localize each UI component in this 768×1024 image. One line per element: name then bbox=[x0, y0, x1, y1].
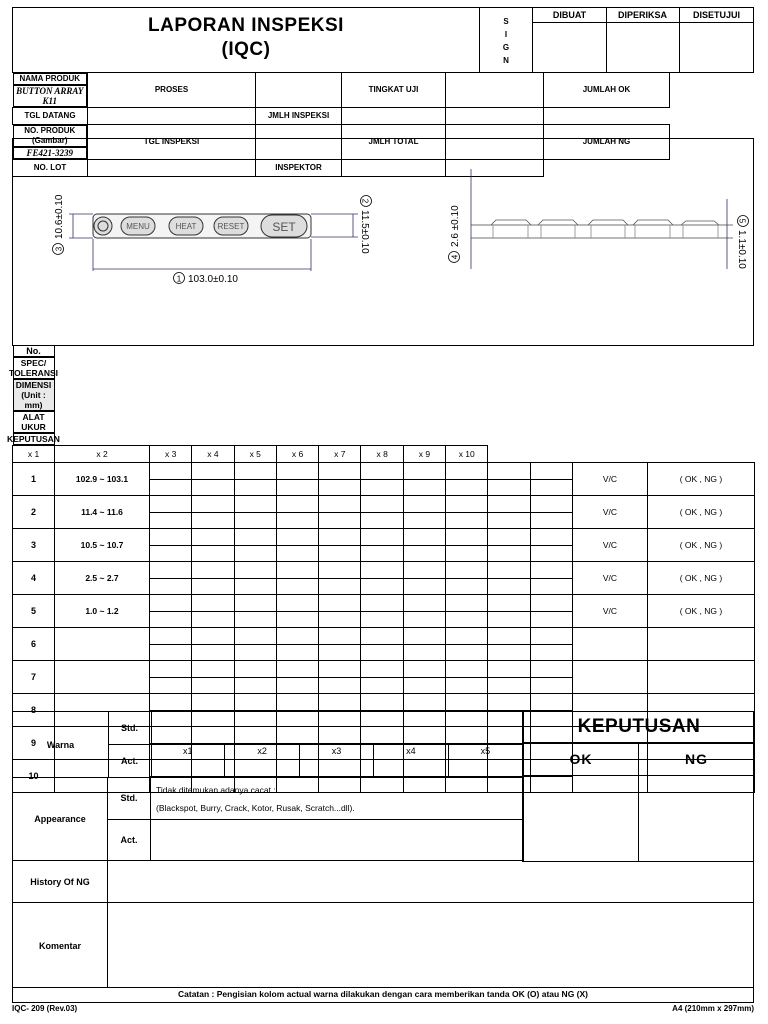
measure-cell[interactable] bbox=[192, 645, 234, 661]
row-spec: 1.0 ~ 1.2 bbox=[55, 595, 150, 628]
appearance-line1: Tidak ditemukan adanya cacat : bbox=[156, 785, 276, 795]
menu-label: MENU bbox=[126, 222, 150, 231]
measure-cell[interactable] bbox=[530, 661, 572, 678]
measure-cell[interactable] bbox=[530, 595, 572, 612]
table-row bbox=[13, 595, 755, 612]
row-keputusan[interactable]: ( OK , NG ) bbox=[647, 562, 754, 595]
table-row bbox=[13, 562, 755, 579]
table-row bbox=[13, 529, 755, 546]
measure-cell[interactable] bbox=[234, 496, 276, 513]
no-produk-value: FE421-3239 bbox=[13, 147, 88, 159]
dim4-text: 2.6 ±0.10 bbox=[450, 205, 461, 247]
measure-cell[interactable] bbox=[361, 595, 403, 612]
jumlah-ok-field[interactable] bbox=[446, 107, 544, 124]
measure-cell[interactable] bbox=[234, 661, 276, 678]
measure-cell[interactable] bbox=[530, 612, 572, 628]
dim5-text: 1.1±0.10 bbox=[736, 230, 747, 269]
row-spec bbox=[55, 661, 150, 694]
table-row bbox=[13, 463, 755, 480]
measure-cell[interactable] bbox=[361, 529, 403, 546]
appearance-line2: (Blackspot, Burry, Crack, Kotor, Rusak, Scratch...dll). bbox=[156, 803, 355, 813]
measure-cell[interactable] bbox=[403, 480, 445, 496]
measure-cell[interactable] bbox=[361, 579, 403, 595]
measure-cell[interactable] bbox=[234, 694, 276, 711]
measure-cell[interactable] bbox=[192, 612, 234, 628]
measure-cell[interactable] bbox=[150, 612, 192, 628]
measure-cell[interactable] bbox=[488, 480, 530, 496]
warna-x3-label: x3 bbox=[300, 744, 374, 759]
measure-cell[interactable] bbox=[192, 661, 234, 678]
measure-cell[interactable] bbox=[192, 480, 234, 496]
measure-cell[interactable] bbox=[530, 529, 572, 546]
measure-cell[interactable] bbox=[403, 546, 445, 562]
measure-cell[interactable] bbox=[234, 463, 276, 480]
table-row bbox=[13, 694, 755, 711]
measure-cell[interactable] bbox=[234, 645, 276, 661]
warna-act-label: Act. bbox=[108, 744, 152, 778]
ng-label: NG bbox=[639, 744, 754, 776]
measure-cell[interactable] bbox=[276, 463, 318, 480]
dim1-text: 103.0±0.10 bbox=[188, 274, 238, 285]
col-x4: x 4 bbox=[192, 446, 234, 463]
measure-cell[interactable] bbox=[446, 513, 488, 529]
measure-cell[interactable] bbox=[319, 628, 361, 645]
measure-cell[interactable] bbox=[530, 645, 572, 661]
row-no: 9 bbox=[13, 727, 55, 760]
side-view bbox=[471, 169, 733, 269]
form-code: IQC- 209 (Rev.03) bbox=[12, 1004, 78, 1013]
measure-cell[interactable] bbox=[488, 562, 530, 579]
measure-cell[interactable] bbox=[403, 562, 445, 579]
marker-1: 1 bbox=[176, 274, 182, 284]
measure-cell[interactable] bbox=[361, 463, 403, 480]
no-produk-label: NO. PRODUK (Gambar) bbox=[13, 125, 88, 147]
measure-cell[interactable] bbox=[319, 546, 361, 562]
komentar-label: Komentar bbox=[13, 903, 108, 988]
warna-x5-label: x5 bbox=[480, 746, 491, 756]
row-no: 4 bbox=[13, 562, 55, 595]
row-keputusan[interactable]: ( OK , NG ) bbox=[647, 595, 754, 628]
measure-cell[interactable] bbox=[192, 529, 234, 546]
measure-cell[interactable] bbox=[488, 628, 530, 645]
measure-cell[interactable] bbox=[403, 513, 445, 529]
row-alat bbox=[572, 628, 647, 661]
measure-cell[interactable] bbox=[446, 595, 488, 612]
appearance-std-field bbox=[151, 777, 522, 820]
measure-cell[interactable] bbox=[150, 546, 192, 562]
measure-cell[interactable] bbox=[192, 546, 234, 562]
measure-cell[interactable] bbox=[192, 562, 234, 579]
sign-letter: S bbox=[503, 17, 509, 26]
appearance-std-label: Std. bbox=[108, 777, 151, 820]
heat-label: HEAT bbox=[175, 222, 197, 231]
sign-letter: I bbox=[504, 30, 508, 39]
measure-cell[interactable] bbox=[150, 694, 192, 711]
col-x3: x 3 bbox=[150, 446, 192, 463]
jmlh-total-label: JMLH TOTAL bbox=[342, 124, 446, 159]
measure-cell[interactable] bbox=[530, 496, 572, 513]
measure-cell[interactable] bbox=[488, 513, 530, 529]
measure-cell[interactable] bbox=[488, 463, 530, 480]
tgl-inspeksi-label: TGL INSPEKSI bbox=[88, 124, 256, 159]
measure-cell[interactable] bbox=[234, 595, 276, 612]
measure-cell[interactable] bbox=[319, 496, 361, 513]
measure-cell[interactable] bbox=[361, 612, 403, 628]
measure-cell[interactable] bbox=[446, 496, 488, 513]
measure-cell[interactable] bbox=[361, 661, 403, 678]
warna-std-field[interactable] bbox=[151, 712, 522, 745]
appearance-act-label: Act. bbox=[108, 820, 151, 861]
measure-cell[interactable] bbox=[530, 579, 572, 595]
measure-cell[interactable] bbox=[150, 480, 192, 496]
jmlh-inspeksi-label: JMLH INSPEKSI bbox=[256, 107, 342, 124]
row-alat: V/C bbox=[572, 529, 647, 562]
measure-cell[interactable] bbox=[530, 678, 572, 694]
measure-cell[interactable] bbox=[319, 694, 361, 711]
measure-cell[interactable] bbox=[403, 694, 445, 711]
no-lot-label: NO. LOT bbox=[13, 159, 88, 176]
measure-cell[interactable] bbox=[530, 463, 572, 480]
approval-diperiksa-box[interactable] bbox=[606, 22, 680, 72]
row-spec: 11.4 ~ 11.6 bbox=[55, 496, 150, 529]
row-spec: 2.5 ~ 2.7 bbox=[55, 562, 150, 595]
measure-cell[interactable] bbox=[276, 562, 318, 579]
measure-cell[interactable] bbox=[446, 480, 488, 496]
jumlah-ng-label: JUMLAH NG bbox=[544, 124, 670, 159]
measure-cell[interactable] bbox=[530, 694, 572, 711]
warna-x4-label: x4 bbox=[374, 744, 448, 759]
keputusan-title: KEPUTUSAN bbox=[524, 712, 754, 744]
paper-size: A4 (210mm x 297mm) bbox=[672, 1004, 754, 1013]
measure-cell[interactable] bbox=[446, 612, 488, 628]
col-x1: x 1 bbox=[13, 446, 55, 463]
measure-cell[interactable] bbox=[192, 678, 234, 694]
header-block bbox=[12, 7, 754, 73]
report-title bbox=[13, 14, 479, 62]
sign-letter: N bbox=[503, 56, 509, 65]
measure-cell[interactable] bbox=[150, 628, 192, 645]
measure-cell[interactable] bbox=[150, 463, 192, 480]
measure-cell[interactable] bbox=[446, 562, 488, 579]
measure-cell[interactable] bbox=[361, 513, 403, 529]
measure-cell[interactable] bbox=[276, 480, 318, 496]
measure-cell[interactable] bbox=[319, 480, 361, 496]
catatan-note bbox=[12, 987, 754, 1003]
measure-cell[interactable] bbox=[319, 562, 361, 579]
measure-cell[interactable] bbox=[530, 628, 572, 645]
col-x8: x 8 bbox=[361, 446, 403, 463]
col-x5: x 5 bbox=[234, 446, 276, 463]
measure-cell[interactable] bbox=[488, 496, 530, 513]
row-no: 8 bbox=[13, 694, 55, 727]
row-keputusan[interactable]: ( OK , NG ) bbox=[647, 529, 754, 562]
measure-cell[interactable] bbox=[150, 513, 192, 529]
keputusan-block bbox=[522, 712, 754, 861]
measure-cell[interactable] bbox=[276, 645, 318, 661]
ok-label: OK bbox=[524, 744, 639, 776]
measure-cell[interactable] bbox=[403, 595, 445, 612]
measure-cell[interactable] bbox=[192, 595, 234, 612]
row-alat: V/C bbox=[572, 595, 647, 628]
measure-cell[interactable] bbox=[150, 529, 192, 546]
measure-cell[interactable] bbox=[446, 463, 488, 480]
jumlah-ok-label: JUMLAH OK bbox=[544, 73, 670, 108]
warna-x2-label: x2 bbox=[225, 744, 299, 759]
table-row bbox=[13, 661, 755, 678]
measure-cell[interactable] bbox=[319, 579, 361, 595]
col-x7: x 7 bbox=[319, 446, 361, 463]
col-x10: x 10 bbox=[446, 446, 488, 463]
measure-cell[interactable] bbox=[530, 513, 572, 529]
measure-cell[interactable] bbox=[446, 529, 488, 546]
drawing-area bbox=[12, 138, 754, 346]
warna-act-grid bbox=[151, 744, 522, 778]
warna-x1-field[interactable] bbox=[151, 760, 225, 777]
title-line2: (IQC) bbox=[221, 39, 271, 60]
row-keputusan[interactable]: ( OK , NG ) bbox=[647, 496, 754, 529]
measure-cell[interactable] bbox=[319, 595, 361, 612]
measure-cell[interactable] bbox=[276, 661, 318, 678]
row-spec: 102.9 ~ 103.1 bbox=[55, 463, 150, 496]
measure-cell[interactable] bbox=[403, 463, 445, 480]
col-x2: x 2 bbox=[55, 446, 150, 463]
marker-2: 2 bbox=[360, 198, 370, 204]
measure-cell[interactable] bbox=[488, 546, 530, 562]
measure-cell[interactable] bbox=[276, 529, 318, 546]
approval-disetujui-box[interactable] bbox=[679, 22, 754, 72]
measure-cell[interactable] bbox=[488, 595, 530, 612]
tingkat-uji-label: TINGKAT UJI bbox=[342, 73, 446, 108]
row-no: 10 bbox=[13, 760, 55, 793]
row-alat bbox=[572, 661, 647, 694]
measure-cell[interactable] bbox=[488, 661, 530, 678]
measure-cell[interactable] bbox=[234, 612, 276, 628]
row-no: 3 bbox=[13, 529, 55, 562]
measure-cell[interactable] bbox=[403, 628, 445, 645]
measure-cell[interactable] bbox=[276, 496, 318, 513]
measure-cell[interactable] bbox=[488, 579, 530, 595]
col-x6: x 6 bbox=[276, 446, 318, 463]
measure-cell[interactable] bbox=[150, 595, 192, 612]
measure-cell[interactable] bbox=[488, 529, 530, 546]
sign-column bbox=[479, 7, 533, 73]
warna-x3-field[interactable] bbox=[300, 760, 374, 777]
measure-cell[interactable] bbox=[276, 628, 318, 645]
measure-cell[interactable] bbox=[446, 628, 488, 645]
measure-cell[interactable] bbox=[276, 612, 318, 628]
measure-cell[interactable] bbox=[530, 480, 572, 496]
measure-cell[interactable] bbox=[276, 694, 318, 711]
measure-cell[interactable] bbox=[276, 579, 318, 595]
measure-cell[interactable] bbox=[192, 513, 234, 529]
measure-cell[interactable] bbox=[150, 579, 192, 595]
measure-cell[interactable] bbox=[530, 562, 572, 579]
measure-cell[interactable] bbox=[319, 513, 361, 529]
row-alat: V/C bbox=[572, 496, 647, 529]
ok-box[interactable] bbox=[524, 776, 639, 861]
measure-cell[interactable] bbox=[446, 678, 488, 694]
row-keputusan[interactable] bbox=[647, 661, 754, 694]
row-keputusan[interactable] bbox=[647, 628, 754, 661]
set-label: SET bbox=[272, 220, 296, 234]
measure-cell[interactable] bbox=[234, 678, 276, 694]
proses-field[interactable] bbox=[256, 73, 342, 108]
komentar-field[interactable] bbox=[108, 903, 754, 988]
warna-x1-label: x1 bbox=[151, 744, 225, 759]
warna-std-label: Std. bbox=[108, 712, 152, 745]
measure-cell[interactable] bbox=[276, 546, 318, 562]
measure-cell[interactable] bbox=[234, 480, 276, 496]
measure-cell[interactable] bbox=[150, 661, 192, 678]
dim3-text: 10.6±0.10 bbox=[54, 194, 65, 239]
nama-produk-value: BUTTON ARRAY K11 bbox=[13, 85, 88, 107]
catatan-text: Catatan : Pengisian kolom actual warna dilakukan dengan cara memberikan tanda OK (O) atau NG (X) bbox=[178, 989, 588, 999]
measure-cell[interactable] bbox=[150, 562, 192, 579]
table-row bbox=[13, 628, 755, 645]
warna-x2-field[interactable] bbox=[225, 760, 299, 777]
approval-diperiksa-label: DIPERIKSA bbox=[606, 8, 680, 23]
col-alat-ukur: ALAT UKUR bbox=[13, 411, 55, 433]
measure-cell[interactable] bbox=[276, 513, 318, 529]
warna-x5-field[interactable] bbox=[449, 760, 522, 777]
measure-cell[interactable] bbox=[192, 496, 234, 513]
history-label: History Of NG bbox=[13, 861, 108, 903]
measure-cell[interactable] bbox=[446, 579, 488, 595]
measure-cell[interactable] bbox=[276, 595, 318, 612]
row-no: 6 bbox=[13, 628, 55, 661]
measure-cell[interactable] bbox=[192, 628, 234, 645]
technical-drawing bbox=[13, 139, 753, 345]
measure-cell[interactable] bbox=[234, 628, 276, 645]
title-line1: LAPORAN INSPEKSI bbox=[148, 15, 344, 36]
tgl-datang-field[interactable] bbox=[88, 107, 256, 124]
measure-cell[interactable] bbox=[488, 694, 530, 711]
measure-cell[interactable] bbox=[403, 496, 445, 513]
measure-cell[interactable] bbox=[403, 612, 445, 628]
dim2-text: 11.5±0.10 bbox=[359, 210, 370, 254]
measure-cell[interactable] bbox=[361, 546, 403, 562]
row-spec bbox=[55, 628, 150, 661]
measure-cell[interactable] bbox=[361, 562, 403, 579]
row-no: 7 bbox=[13, 661, 55, 694]
col-keputusan: KEPUTUSAN bbox=[7, 434, 60, 444]
measure-cell[interactable] bbox=[361, 645, 403, 661]
sign-letter: G bbox=[502, 43, 510, 52]
measure-cell[interactable] bbox=[276, 678, 318, 694]
measure-cell[interactable] bbox=[319, 678, 361, 694]
nama-produk-label: NAMA PRODUK bbox=[13, 73, 88, 85]
col-dimensi: DIMENSI (Unit : mm) bbox=[13, 379, 55, 411]
measure-cell[interactable] bbox=[403, 661, 445, 678]
measure-cell[interactable] bbox=[403, 579, 445, 595]
approval-grid bbox=[533, 8, 754, 72]
col-no: No. bbox=[13, 345, 55, 357]
measure-cell[interactable] bbox=[361, 496, 403, 513]
measure-cell[interactable] bbox=[488, 645, 530, 661]
measure-cell[interactable] bbox=[403, 678, 445, 694]
approval-dibuat-label: DIBUAT bbox=[533, 8, 607, 23]
table-row bbox=[13, 496, 755, 513]
ng-box[interactable] bbox=[639, 776, 754, 861]
warna-label: Warna bbox=[13, 712, 109, 778]
warna-x4-field[interactable] bbox=[374, 760, 448, 777]
measure-cell[interactable] bbox=[446, 661, 488, 678]
row-no: 1 bbox=[13, 463, 55, 496]
measure-cell[interactable] bbox=[319, 612, 361, 628]
measure-cell[interactable] bbox=[361, 628, 403, 645]
measure-cell[interactable] bbox=[192, 463, 234, 480]
tgl-datang-label: TGL DATANG bbox=[13, 107, 88, 124]
tingkat-uji-field[interactable] bbox=[446, 73, 544, 108]
approval-dibuat-box[interactable] bbox=[533, 22, 607, 72]
measure-cell[interactable] bbox=[361, 480, 403, 496]
proses-label: PROSES bbox=[88, 73, 256, 108]
measure-cell[interactable] bbox=[192, 694, 234, 711]
measure-cell[interactable] bbox=[446, 645, 488, 661]
row-no: 5 bbox=[13, 595, 55, 628]
measure-cell[interactable] bbox=[403, 529, 445, 546]
marker-4: 4 bbox=[450, 254, 460, 260]
measure-cell[interactable] bbox=[150, 645, 192, 661]
measure-cell[interactable] bbox=[530, 546, 572, 562]
row-keputusan[interactable]: ( OK , NG ) bbox=[647, 463, 754, 496]
measure-cell[interactable] bbox=[319, 529, 361, 546]
marker-5: 5 bbox=[737, 218, 747, 224]
measure-cell[interactable] bbox=[361, 678, 403, 694]
measure-cell[interactable] bbox=[234, 579, 276, 595]
measure-cell[interactable] bbox=[488, 612, 530, 628]
col-x9: x 9 bbox=[403, 446, 445, 463]
measure-cell[interactable] bbox=[403, 645, 445, 661]
measure-cell[interactable] bbox=[319, 463, 361, 480]
measure-cell[interactable] bbox=[234, 562, 276, 579]
reset-label: RESET bbox=[217, 222, 245, 231]
row-spec: 10.5 ~ 10.7 bbox=[55, 529, 150, 562]
row-alat: V/C bbox=[572, 463, 647, 496]
inspektor-label: INSPEKTOR bbox=[256, 159, 342, 176]
measure-cell[interactable] bbox=[361, 694, 403, 711]
row-no: 2 bbox=[13, 496, 55, 529]
jmlh-inspeksi-field[interactable] bbox=[342, 107, 446, 124]
measure-cell[interactable] bbox=[192, 579, 234, 595]
marker-3: 3 bbox=[54, 246, 64, 252]
measure-cell[interactable] bbox=[319, 645, 361, 661]
measure-cell[interactable] bbox=[446, 546, 488, 562]
row-alat: V/C bbox=[572, 562, 647, 595]
col-spec: SPEC/ TOLERANSI bbox=[9, 358, 58, 378]
measure-cell[interactable] bbox=[150, 678, 192, 694]
measure-cell[interactable] bbox=[488, 678, 530, 694]
bottom-section bbox=[12, 711, 754, 988]
approval-disetujui-label: DISETUJUI bbox=[679, 8, 754, 23]
appearance-act-field[interactable] bbox=[151, 820, 522, 861]
history-field[interactable] bbox=[108, 861, 754, 903]
measure-cell[interactable] bbox=[234, 513, 276, 529]
measure-cell[interactable] bbox=[446, 694, 488, 711]
measure-cell[interactable] bbox=[234, 546, 276, 562]
measure-cell[interactable] bbox=[150, 496, 192, 513]
measure-cell[interactable] bbox=[319, 661, 361, 678]
appearance-label: Appearance bbox=[13, 777, 108, 861]
measure-cell[interactable] bbox=[234, 529, 276, 546]
